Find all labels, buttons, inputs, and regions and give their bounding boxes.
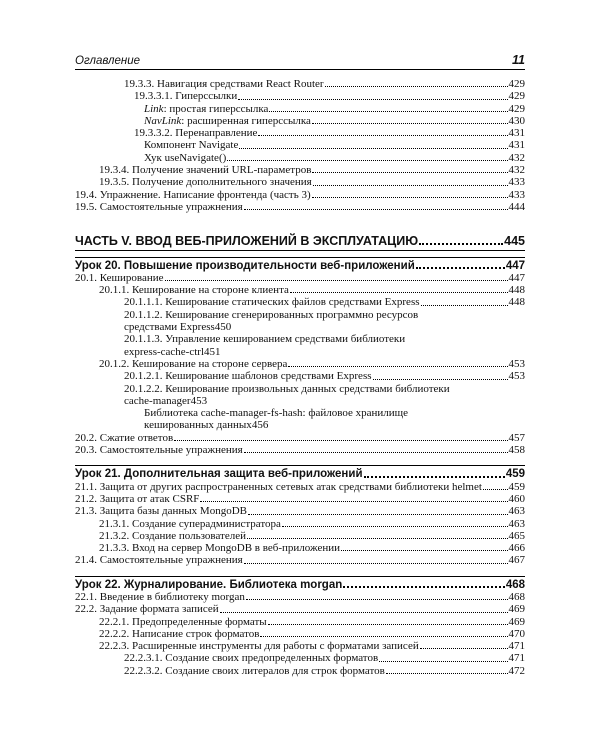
toc-page-number: 433 [508, 176, 525, 189]
toc-entry[interactable] [75, 432, 525, 444]
toc-entry-title: 19.3.4. Получение значений URL-параметров [99, 164, 312, 177]
toc-page-number: 445 [504, 234, 525, 249]
toc-entry[interactable] [75, 530, 525, 542]
dot-leader [312, 172, 507, 173]
toc-entry[interactable] [75, 407, 525, 432]
dot-leader [238, 99, 507, 100]
toc-page-number: 459 [505, 468, 525, 481]
toc-entry-title [144, 103, 268, 115]
toc-entry-text-block [124, 383, 525, 408]
toc-lesson-heading[interactable] [75, 465, 525, 480]
toc-page-number: 432 [508, 151, 525, 164]
toc-entry[interactable] [75, 90, 525, 102]
dot-leader [244, 209, 508, 210]
toc-entry-title: 21.3.2. Создание пользователей [99, 529, 246, 542]
toc-entry-title: 20.1.1.2. Кеширование сгенерированных программно ресурсов [124, 308, 419, 321]
dot-leader [290, 292, 508, 293]
dot-leader [246, 599, 508, 600]
toc-entry-title: 19.3.3.2. Перенаправление [134, 127, 258, 140]
toc-entry-title: 20.2. Сжатие ответов [75, 431, 174, 444]
toc-entry-continuation [124, 321, 525, 333]
toc-page-number: 453 [190, 394, 208, 407]
toc-page-number: 448 [508, 296, 525, 309]
toc-entry[interactable] [75, 176, 525, 188]
dot-leader [165, 280, 508, 281]
dot-leader [325, 86, 508, 87]
toc-entry-title: 19.3.5. Получение дополнительного значения [99, 176, 312, 189]
toc-entry[interactable] [75, 370, 525, 382]
toc-lesson-heading[interactable] [75, 576, 525, 591]
dot-leader [260, 636, 507, 637]
toc-entry-title-italic: Link [144, 102, 164, 115]
toc-page-number: 451 [204, 345, 221, 358]
toc-entry-continuation [124, 395, 525, 407]
toc-entry-title: 19.5. Самостоятельные упражнения [75, 200, 243, 213]
toc-entry-title: 20.1.2.1. Кеширование шаблонов средствами Express [124, 370, 372, 383]
dot-leader [174, 440, 507, 441]
toc-entry-title: Компонент Navigate [144, 139, 239, 152]
toc-entry-title: 22.2.1. Предопределенные форматы [99, 615, 267, 628]
toc-entry-title: 20.1. Кеширование [75, 271, 164, 284]
toc-entry-title-continued: cache-manager [124, 394, 191, 407]
toc-page-number: 453 [508, 357, 525, 370]
toc-page-number: 466 [508, 542, 525, 555]
dot-leader [312, 197, 508, 198]
dot-leader [343, 586, 505, 588]
toc-entry[interactable] [75, 640, 525, 652]
dot-leader [247, 538, 508, 539]
toc-entry-title-rest: : расширенная гиперссылка [181, 114, 311, 127]
toc-entry-title [144, 115, 311, 127]
running-head-section: Оглавление [75, 55, 140, 67]
toc-entry[interactable] [75, 272, 525, 284]
dot-leader [244, 452, 508, 453]
running-head [75, 53, 525, 67]
toc-entry[interactable] [75, 189, 525, 201]
toc-entry-title: 20.1.1. Кеширование на стороне клиента [99, 284, 289, 297]
toc-page-number: 447 [505, 259, 525, 272]
dot-leader [379, 661, 507, 662]
toc-entry-title: 19.3.3. Навигация средствами React Router [124, 78, 324, 90]
toc-entry[interactable] [75, 665, 525, 677]
toc-page-number: 472 [508, 664, 525, 677]
toc-entry[interactable] [75, 383, 525, 408]
toc-page-number: 429 [508, 78, 525, 90]
toc-page-number: 469 [508, 615, 525, 628]
toc-page-number: 444 [508, 200, 525, 213]
toc-entry-title: 21.2. Защита от атак CSRF [75, 492, 200, 505]
toc-entry-text-block [124, 333, 525, 358]
dot-leader [200, 501, 507, 502]
dot-leader [268, 624, 508, 625]
toc-entry[interactable] [75, 628, 525, 640]
toc-entry-title: Урок 21. Дополнительная защита веб-приложений [75, 468, 363, 481]
toc-page-number: 471 [508, 640, 525, 653]
dot-leader [248, 514, 508, 515]
dot-leader [269, 111, 507, 112]
dot-leader [421, 305, 508, 306]
dot-leader [419, 243, 503, 245]
toc-entry-title: 21.4. Самостоятельные упражнения [75, 554, 243, 567]
dot-leader [483, 489, 508, 490]
dot-leader [239, 148, 507, 149]
toc-entry-title-rest: : простая гиперссылка [163, 102, 269, 115]
toc-entry[interactable] [75, 444, 525, 456]
toc-entry[interactable] [75, 591, 525, 603]
dot-leader [282, 526, 508, 527]
toc-entry-title: 22.2.3.1. Создание своих предопределенных форматов [124, 652, 379, 665]
toc-page-number: 471 [508, 652, 525, 665]
toc-entry[interactable] [75, 201, 525, 213]
toc-entry[interactable] [75, 78, 525, 90]
toc-entry[interactable] [75, 481, 525, 493]
toc-entry-title: 21.1. Защита от других распространенных сетевых атак средствами библиотеки helmet [75, 480, 482, 493]
toc-entry-title: 19.3.3.1. Гиперссылки [134, 90, 238, 103]
toc-entry-title-continued: кешированных данных [144, 419, 252, 432]
toc-entry-text-block [124, 309, 525, 334]
toc-page-number: 468 [508, 590, 525, 603]
toc-page-number: 447 [508, 271, 525, 284]
toc-entry-title: 19.4. Упражнение. Написание фронтенда (часть 3) [75, 188, 311, 201]
dot-leader [386, 673, 508, 674]
toc-lesson-heading[interactable] [75, 257, 525, 272]
toc-page-number: 448 [508, 284, 525, 297]
toc-part-heading[interactable] [75, 235, 525, 250]
dot-leader [258, 135, 507, 136]
toc-page-number: 470 [508, 627, 525, 640]
dot-leader [227, 160, 507, 161]
toc-page-number: 460 [508, 492, 525, 505]
toc-page-number: 457 [508, 431, 525, 444]
toc-entry[interactable] [75, 554, 525, 566]
toc-entry-title: 22.2.3.2. Создание своих литералов для строк форматов [124, 664, 385, 677]
toc-entry[interactable] [75, 152, 525, 164]
toc-page-number: 432 [508, 164, 525, 177]
toc-entry[interactable] [75, 652, 525, 664]
toc-page-number: 463 [508, 505, 525, 518]
toc-entry-title: 20.1.1.1. Кеширование статических файлов средствами Express [124, 296, 420, 309]
toc-page-number: 431 [508, 139, 525, 152]
dot-leader [364, 476, 505, 478]
toc-page-number: 433 [508, 188, 525, 201]
toc-entry-title: 20.1.2. Кеширование на стороне сервера [99, 357, 288, 370]
dot-leader [420, 648, 508, 649]
toc-entry[interactable] [75, 284, 525, 296]
toc-page-number: 458 [508, 444, 525, 457]
toc-entry-title: Хук useNavigate() [144, 151, 227, 164]
page-number: 11 [512, 53, 525, 67]
toc-entry-title: 22.1. Введение в библиотеку morgan [75, 590, 245, 603]
toc-entry[interactable] [75, 115, 525, 127]
toc-page-number: 430 [508, 114, 525, 127]
toc-entry[interactable] [75, 103, 525, 115]
toc-page-number: 456 [251, 419, 269, 432]
toc-page-number: 463 [508, 517, 525, 530]
toc-entry[interactable] [75, 616, 525, 628]
toc-page-number: 465 [508, 529, 525, 542]
toc-entry[interactable] [75, 358, 525, 370]
toc-entry-title: ЧАСТЬ V. ВВОД ВЕБ-ПРИЛОЖЕНИЙ В ЭКСПЛУАТАЦИЮ [75, 234, 419, 249]
dot-leader [244, 563, 508, 564]
toc-entry-title-continued: express-cache-ctrl [124, 345, 205, 358]
dot-leader [416, 267, 505, 269]
toc-entry[interactable] [75, 333, 525, 358]
toc-entry-title: 20.3. Самостоятельные упражнения [75, 444, 243, 457]
toc-entry-continuation [124, 346, 525, 358]
toc-entry[interactable] [75, 518, 525, 530]
toc-page-number: 429 [508, 102, 525, 115]
toc-entry-title: 20.1.2.2. Кеширование произвольных данных средствами библиотеки [124, 382, 450, 395]
toc-entry-continuation [144, 419, 525, 431]
toc-page-number: 469 [508, 603, 525, 616]
dot-leader [312, 123, 508, 124]
dot-leader [220, 612, 508, 613]
toc-entry[interactable] [75, 139, 525, 151]
toc-page-number: 467 [508, 554, 525, 567]
dot-leader [341, 550, 508, 551]
toc-entry-title: 22.2. Задание формата записей [75, 603, 219, 616]
table-of-contents [75, 78, 525, 677]
toc-entry[interactable] [75, 505, 525, 517]
toc-entry-title-continued: средствами Express [124, 321, 215, 334]
toc-page-number: 453 [508, 370, 525, 383]
toc-page-number: 450 [214, 321, 232, 334]
toc-entry-title: Библиотека cache-manager-fs-hash: файловое хранилище [144, 407, 408, 420]
toc-entry-title: 22.2.3. Расширенные инструменты для работы с форматами записей [99, 640, 419, 653]
toc-entry-title: Урок 20. Повышение производительности веб-приложений [75, 259, 415, 272]
toc-entry-title: 22.2.2. Написание строк форматов [99, 627, 260, 640]
toc-page-number: 459 [508, 480, 525, 493]
toc-entry[interactable] [75, 542, 525, 554]
toc-entry[interactable] [75, 296, 525, 308]
toc-entry[interactable] [75, 309, 525, 334]
toc-page-number: 429 [508, 90, 525, 103]
toc-entry-title: 21.3. Защита базы данных MongoDB [75, 505, 247, 518]
dot-leader [373, 379, 508, 380]
toc-entry[interactable] [75, 603, 525, 615]
toc-entry-title: Урок 22. Журналирование. Библиотека morgan [75, 578, 343, 591]
toc-entry[interactable] [75, 164, 525, 176]
dot-leader [288, 366, 507, 367]
dot-leader [313, 185, 508, 186]
toc-entry-title: 21.3.3. Вход на сервер MongoDB в веб-приложении [99, 542, 340, 555]
toc-entry[interactable] [75, 127, 525, 139]
toc-entry-title: 21.3.1. Создание суперадминистратора [99, 517, 281, 530]
toc-entry-text-block [144, 407, 525, 432]
header-rule [75, 69, 525, 70]
toc-entry[interactable] [75, 493, 525, 505]
toc-page-number: 431 [508, 127, 525, 140]
toc-entry-title-italic: NavLink [144, 114, 182, 127]
toc-page-number: 468 [505, 578, 525, 591]
toc-entry-title: 20.1.1.3. Управление кешированием средствами библиотеки [124, 333, 406, 346]
